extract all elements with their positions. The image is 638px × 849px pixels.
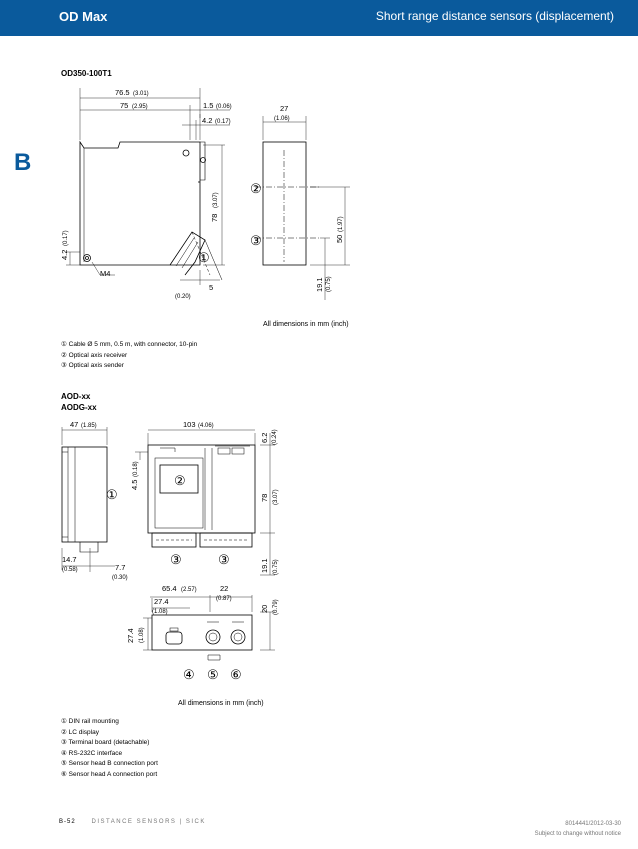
legend-2-item: ⑤ Sensor head B connection port — [61, 760, 158, 767]
dim-6-2: 6.2 — [260, 432, 269, 443]
dim-4-5-inch: (0.18) — [133, 461, 139, 477]
dim-65-4-inch: (2.57) — [181, 587, 197, 593]
footer-left — [59, 819, 206, 825]
marker-terminal-b: ③ — [218, 552, 230, 567]
dim-22: 22 — [220, 584, 229, 593]
legend-2-item: ① DIN rail mounting — [61, 718, 119, 725]
dim-4-2-left-inch: (0.17) — [63, 230, 69, 246]
legend-1 — [61, 340, 197, 372]
dim-6-2-inch: (0.24) — [272, 429, 278, 445]
marker-rs232: ④ — [183, 667, 195, 682]
dim-47-inch: (1.85) — [81, 423, 97, 429]
marker-port-b: ⑤ — [207, 667, 219, 682]
marker-terminal-a: ③ — [170, 552, 182, 567]
marker-2: ② — [250, 181, 262, 196]
dim-103-inch: (4.06) — [198, 423, 214, 429]
marker-3: ③ — [250, 233, 262, 248]
aod-side-outline — [62, 447, 107, 542]
legend-2-item: ④ RS-232C interface — [61, 749, 123, 757]
running-title: DISTANCE SENSORS | SICK — [91, 819, 206, 825]
dim-103: 103 — [183, 420, 196, 429]
dim-22-inch: (0.87) — [216, 596, 232, 602]
page-number: B-52 — [59, 819, 76, 825]
dim-1-5: 1.5 — [203, 101, 214, 110]
aod-drawing — [0, 410, 638, 695]
dim-50-inch: (1.97) — [338, 216, 344, 232]
product-title: OD Max — [59, 9, 108, 24]
dim-5: 5 — [209, 283, 214, 292]
dim-78-b-inch: (3.07) — [273, 489, 279, 505]
section1-title: OD350-100T1 — [61, 69, 112, 78]
port-a — [231, 630, 245, 644]
marker-din-rail: ① — [106, 487, 118, 502]
dim-76-5-inch: (3.01) — [133, 91, 149, 97]
footer-right — [535, 819, 621, 839]
mounting-hole — [84, 255, 91, 262]
dim-27-4-v: 27.4 — [126, 628, 135, 643]
legend-1-item: ③ Optical axis sender — [61, 362, 124, 369]
dim-76-5: 76.5 — [115, 88, 130, 97]
dim-7-7-inch: (0.30) — [112, 575, 128, 581]
dimensions-note-2: All dimensions in mm (inch) — [178, 700, 264, 707]
section2-title-2: AODG-xx — [61, 403, 97, 412]
dim-75: 75 — [120, 101, 129, 110]
side-view-outline — [263, 142, 306, 265]
dim-4-5: 4.5 — [130, 479, 139, 490]
dim-4-2-top-inch: (0.17) — [215, 119, 231, 125]
marker-lc-display: ② — [174, 473, 186, 488]
dim-19-1-b-inch: (0.75) — [273, 559, 279, 575]
rs232-port — [166, 632, 182, 644]
dim-47: 47 — [70, 420, 79, 429]
dim-27-inch: (1.06) — [274, 116, 290, 122]
dim-20-inch: (0.79) — [273, 599, 279, 615]
dim-78-inch: (3.07) — [213, 192, 219, 208]
dim-27-4-h-inch: (1.08) — [152, 609, 168, 615]
legend-2-item: ③ Terminal board (detachable) — [61, 739, 150, 746]
dim-14-7: 14.7 — [62, 555, 77, 564]
dim-4-2-left: 4.2 — [60, 249, 69, 260]
section2-title-1: AOD-xx — [61, 392, 91, 401]
dim-78: 78 — [210, 213, 219, 222]
dim-65-4: 65.4 — [162, 584, 177, 593]
dim-14-7-inch: (0.58) — [62, 567, 78, 573]
dim-19-1: 19.1 — [315, 277, 324, 292]
dim-5-inch: (0.20) — [175, 294, 191, 300]
dimensions-note-1: All dimensions in mm (inch) — [263, 321, 349, 328]
disclaimer: Subject to change without notice — [534, 831, 621, 837]
legend-2 — [61, 717, 158, 780]
dim-7-7: 7.7 — [115, 563, 126, 572]
dim-19-1-inch: (0.75) — [326, 276, 332, 292]
legend-2-item: ② LC display — [61, 728, 99, 736]
dim-27-4-h: 27.4 — [154, 597, 169, 606]
dim-27-4-v-inch: (1.08) — [139, 627, 145, 643]
document-id: 8014441/2012-03-30 — [565, 821, 621, 827]
marker-port-a: ⑥ — [230, 667, 242, 682]
dim-19-1-b: 19.1 — [260, 558, 269, 573]
dim-78-b: 78 — [260, 493, 269, 502]
legend-1-item: ② Optical axis receiver — [61, 351, 128, 359]
legend-2-item: ⑥ Sensor head A connection port — [61, 770, 158, 778]
dim-m4: M4 — [100, 269, 111, 278]
category-title: Short range distance sensors (displacement) — [375, 9, 614, 23]
dim-75-inch: (2.95) — [132, 104, 148, 110]
port-b — [206, 630, 220, 644]
dim-1-5-inch: (0.06) — [216, 104, 232, 110]
chapter-letter: B — [14, 149, 32, 176]
marker-1: ① — [198, 250, 210, 265]
dim-4-2-top: 4.2 — [202, 116, 213, 125]
dim-27: 27 — [280, 104, 289, 113]
od350-drawing — [0, 0, 638, 340]
dim-50: 50 — [335, 234, 344, 243]
dim-20: 20 — [260, 604, 269, 613]
legend-1-item: ① Cable Ø 5 mm, 0.5 m, with connector, 10-pin — [61, 341, 198, 348]
